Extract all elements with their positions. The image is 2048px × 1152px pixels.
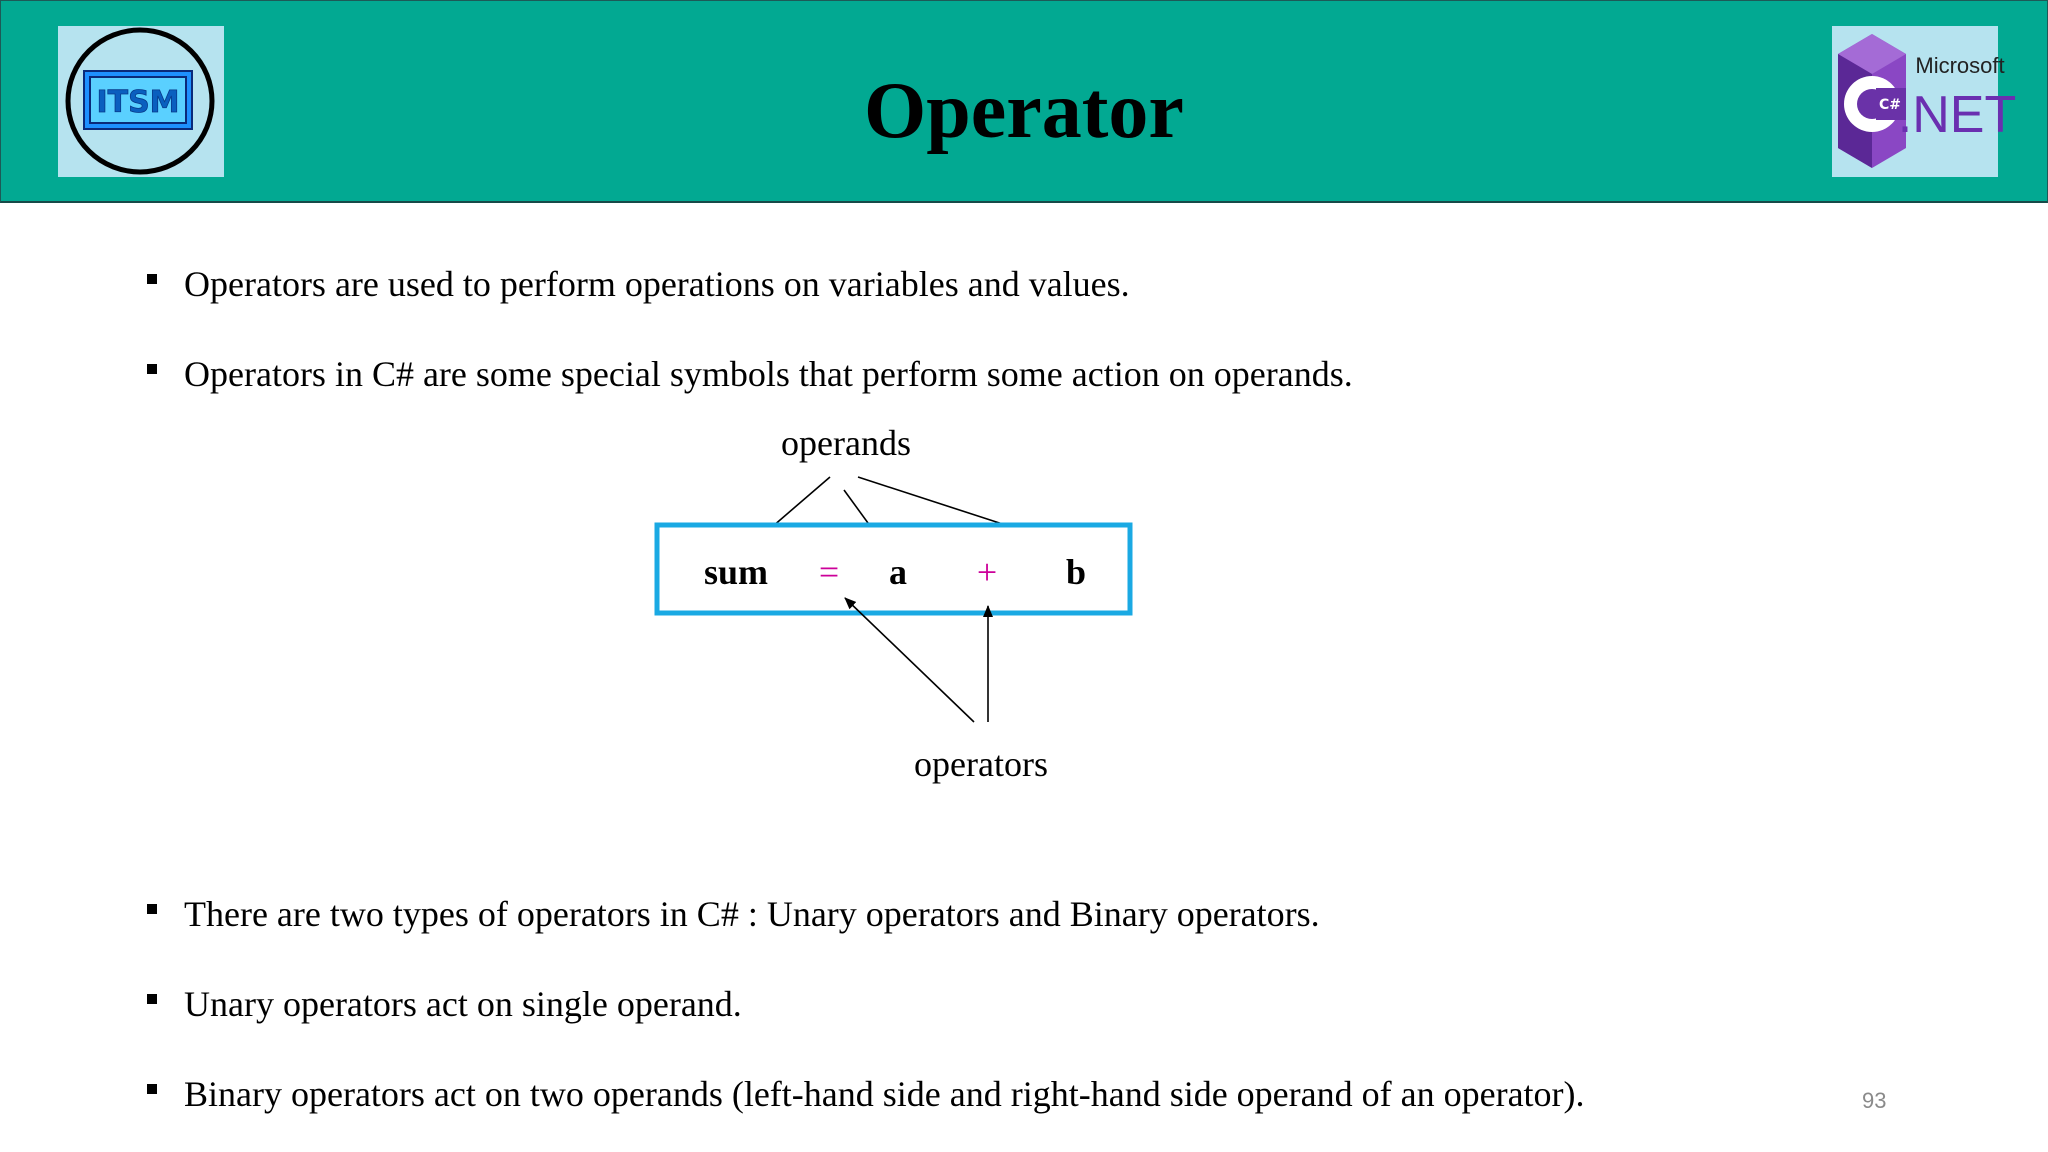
expression-sum: sum: [703, 552, 769, 592]
expression-b: b: [1065, 552, 1087, 592]
expression-plus-operator: +: [976, 552, 998, 592]
bullet-text: Unary operators act on single operand.: [184, 984, 742, 1024]
microsoft-text: Microsoft: [1915, 53, 2005, 78]
page-title: Operator: [864, 67, 1184, 155]
dotnet-text: .NET: [1897, 86, 2017, 144]
csharp-badge-text: C#: [1878, 97, 1902, 113]
itsm-logo-text: ITSM: [96, 85, 180, 120]
bullet-text: Binary operators act on two operands (left-hand side and right-hand side operand of an operator).: [184, 1074, 1585, 1114]
bullet-text: There are two types of operators in C# : Unary operators and Binary operators.: [184, 894, 1320, 934]
bullet-text: Operators are used to perform operations on variables and values.: [184, 264, 1130, 304]
expression-a: a: [889, 552, 907, 592]
operators-label: operators: [914, 744, 1048, 784]
operator-arrow-equals: [845, 598, 974, 722]
operands-label: operands: [781, 423, 911, 463]
expression-equals-operator: =: [818, 552, 840, 592]
bullet-text: Operators in C# are some special symbols that perform some action on operands.: [184, 354, 1353, 394]
page-number: 93: [1862, 1088, 1887, 1113]
